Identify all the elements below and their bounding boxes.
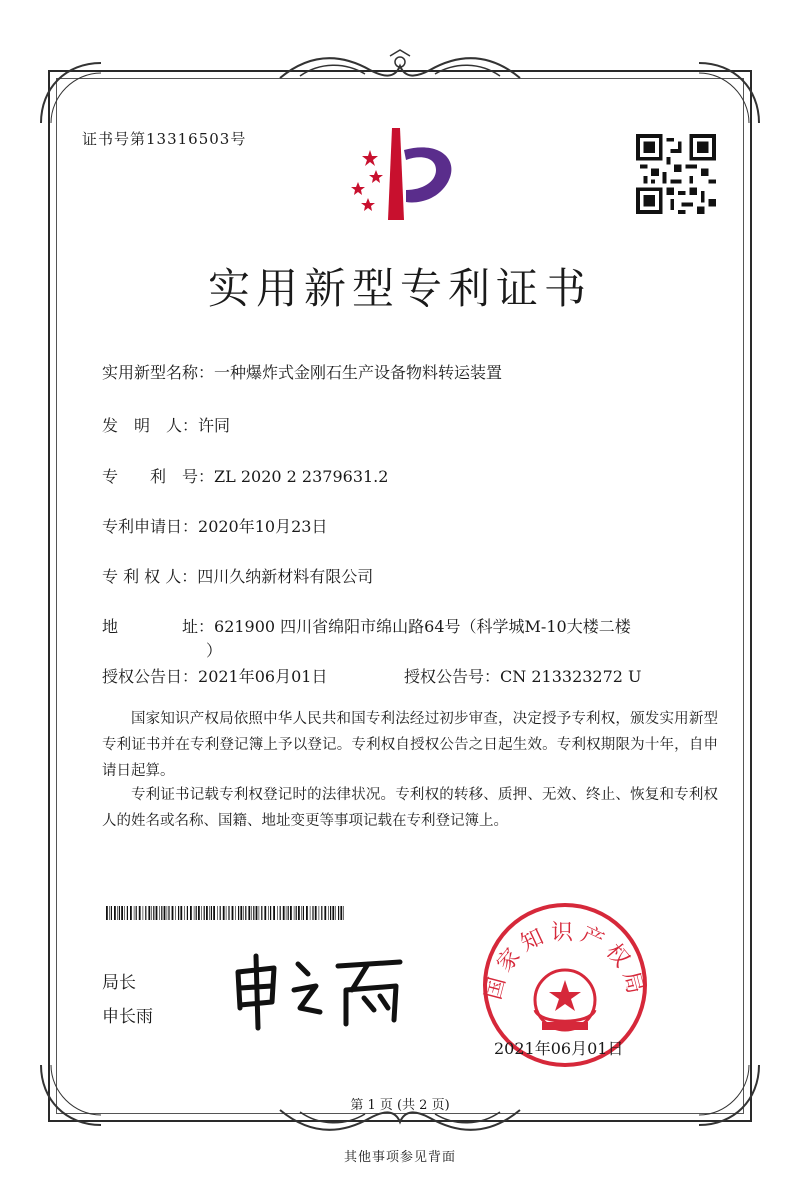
field-patent-number	[102, 464, 388, 487]
field-patentee	[102, 564, 373, 587]
field-grant-number	[404, 664, 642, 687]
corner-ornament-top-left	[36, 58, 106, 128]
field-address-line2: ）	[206, 641, 223, 660]
back-note: 其他事项参见背面	[343, 1150, 456, 1165]
certificate-number: 证书号第13316503号	[82, 130, 247, 148]
barcode	[106, 906, 346, 920]
field-utility-model-name	[102, 360, 502, 383]
field-address	[102, 614, 631, 637]
page-number: 第 1 页 (共 2 页)	[350, 1098, 450, 1113]
legal-paragraph-1: 国家知识产权局依照中华人民共和国专利法经过初步审查，决定授予专利权，颁发实用新型专利证书并在专利登记簿上予以登记。专利权自授权公告之日起生效。专利权期限为十年，自申请日起算。	[102, 711, 718, 779]
field-grant-date	[102, 664, 327, 687]
field-value: 621900 四川省绵阳市绵山路64号（科学城M-10大楼二楼	[214, 617, 631, 636]
qr-code	[636, 134, 716, 214]
seal-date: 2021年06月01日	[494, 1039, 624, 1058]
field-label: 专 利 权 人：	[102, 567, 198, 586]
field-value: 四川久纳新材料有限公司	[197, 567, 374, 586]
field-label: 地 址：	[102, 617, 215, 636]
field-value: ZL 2020 2 2379631.2	[214, 467, 389, 486]
field-value: CN 213323272 U	[500, 667, 642, 686]
handwritten-signature	[228, 950, 408, 1032]
field-label: 发 明 人：	[102, 416, 199, 435]
corner-ornament-top-right	[694, 58, 764, 128]
legal-paragraph-2: 专利证书记载专利权登记时的法律状况。专利权的转移、质押、无效、终止、恢复和专利权人的姓名或名称、国籍、地址变更等事项记载在专利登记簿上。	[102, 787, 718, 829]
field-value: 一种爆炸式金刚石生产设备物料转运装置	[214, 363, 503, 382]
field-label: 专利申请日：	[102, 517, 199, 536]
top-ornament	[270, 48, 530, 88]
signatory-title: 局长	[102, 973, 136, 993]
field-value: 2020年10月23日	[198, 517, 328, 536]
field-inventor	[102, 413, 230, 436]
field-label: 授权公告号：	[404, 667, 501, 686]
certificate-title: 实用新型专利证书	[207, 264, 592, 313]
field-label: 授权公告日：	[102, 667, 199, 686]
field-value: 2021年06月01日	[198, 667, 328, 686]
field-filing-date	[102, 514, 327, 537]
field-value: 许同	[198, 416, 231, 435]
field-label: 专 利 号：	[102, 467, 215, 486]
svg-text:国家知识产权局: 国家知识产权局	[481, 920, 649, 1003]
cnipa-logo	[330, 120, 470, 230]
signatory-name: 申长雨	[102, 1007, 153, 1027]
field-label: 实用新型名称：	[102, 363, 215, 382]
